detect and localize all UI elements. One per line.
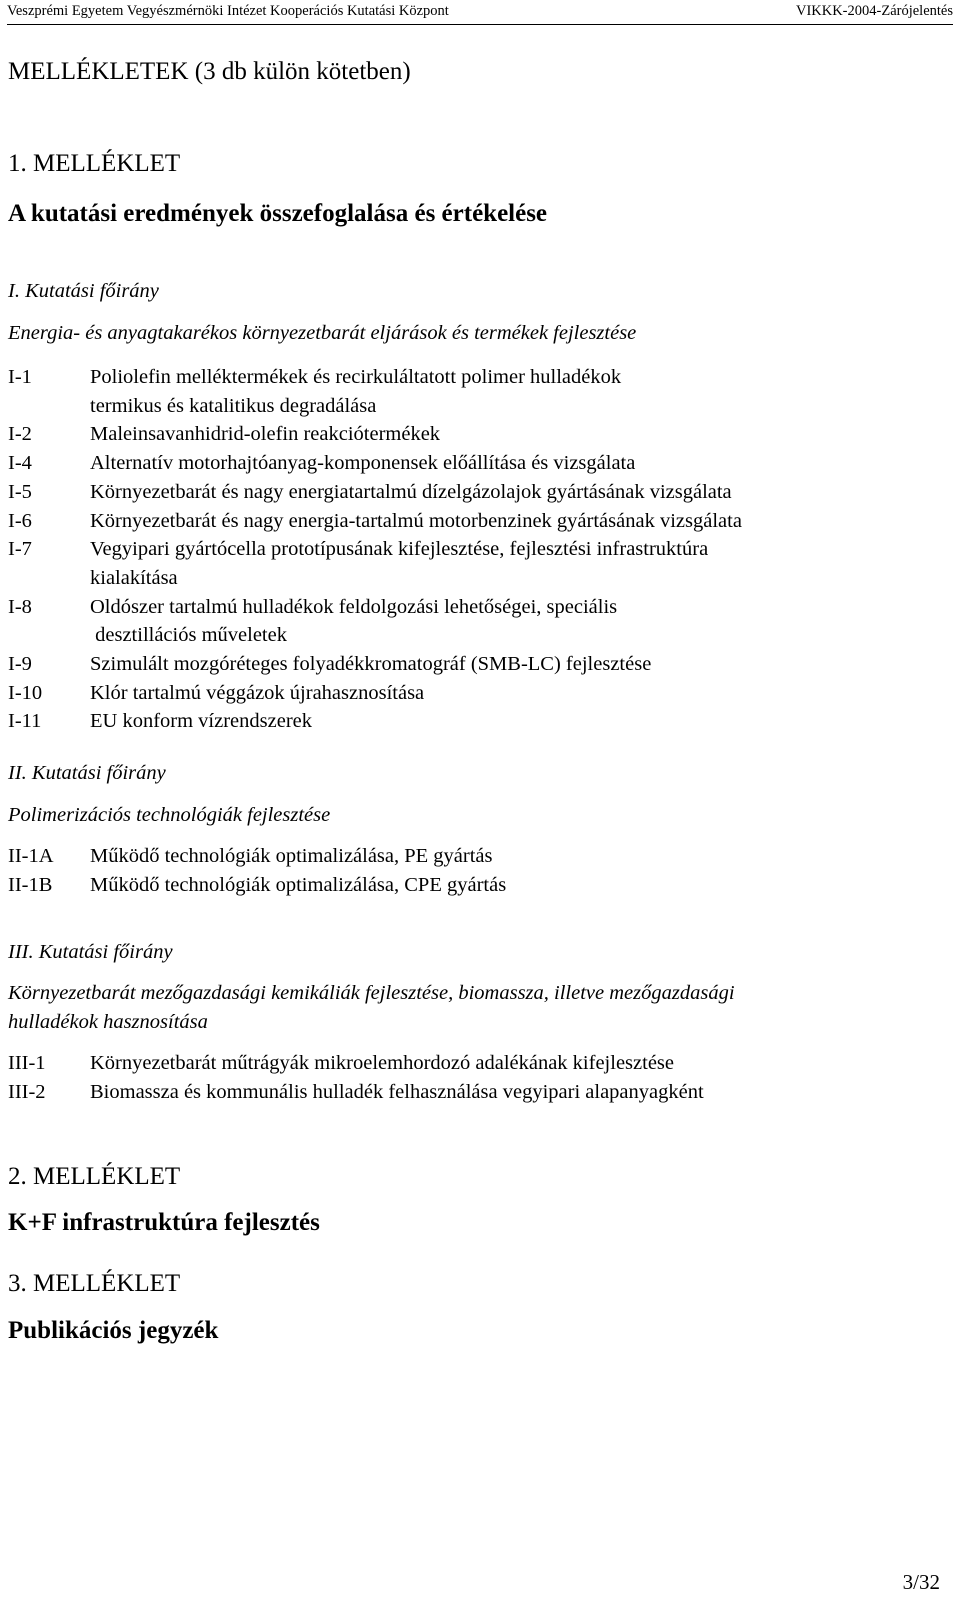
list-item [8, 449, 948, 478]
annex1-number: 1. MELLÉKLET [8, 150, 181, 177]
item-description: Működő technológiák optimalizálása, CPE gyártás [90, 873, 507, 896]
list-item [8, 420, 948, 449]
item-code: III-2 [8, 1080, 46, 1103]
annex3-number: 3. MELLÉKLET [8, 1270, 181, 1297]
annexes-title: MELLÉKLETEK (3 db külön kötetben) [8, 58, 411, 85]
list-item [8, 593, 948, 622]
item-code: I-5 [8, 480, 32, 503]
item-code: I-6 [8, 509, 32, 532]
list-item [8, 707, 948, 736]
item-code [8, 564, 90, 593]
item-description: Biomassza és kommunális hulladék felhasználása vegyipari alapanyagként [90, 1080, 704, 1103]
direction3-list [8, 1049, 948, 1106]
item-code [8, 621, 90, 650]
direction2-list [8, 842, 948, 899]
item-description: Oldószer tartalmú hulladékok feldolgozási lehetőségei, speciális [90, 595, 618, 618]
item-description: Vegyipari gyártócella prototípusának kifejlesztése, fejlesztési infrastruktúra [90, 538, 709, 561]
annex2-number: 2. MELLÉKLET [8, 1163, 181, 1190]
direction1-label: I. Kutatási főirány [8, 280, 159, 302]
list-item [8, 621, 948, 650]
item-code: II-1B [8, 873, 53, 896]
item-description: Környezetbarát és nagy energiatartalmú dízelgázolajok gyártásának vizsgálata [90, 480, 732, 503]
item-description: desztillációs műveletek [90, 624, 287, 647]
item-description: kialakítása [90, 566, 178, 589]
item-description: Működő technológiák optimalizálása, PE gyártás [90, 845, 493, 867]
direction1-list [8, 363, 948, 736]
item-description: termikus és katalitikus degradálása [90, 394, 377, 417]
annex2-title: K+F infrastruktúra fejlesztés [8, 1209, 320, 1236]
item-code: I-9 [8, 653, 32, 676]
item-description: Környezetbarát műtrágyák mikroelemhordozó adalékának kifejlesztése [90, 1052, 674, 1074]
item-description: Klór tartalmú véggázok újrahasznosítása [90, 681, 425, 704]
item-code: III-1 [8, 1052, 46, 1074]
item-code: I-4 [8, 452, 32, 475]
list-item [8, 871, 948, 900]
list-item [8, 842, 948, 871]
item-description: Maleinsavanhidrid-olefin reakciótermékek [90, 423, 441, 446]
page-number: 3/32 [902, 1570, 940, 1594]
list-item [8, 507, 948, 536]
direction3-subtitle-line2: hulladékok hasznosítása [8, 1011, 208, 1033]
item-code: I-8 [8, 595, 32, 618]
item-description: Szimulált mozgóréteges folyadékkromatográf (SMB-LC) fejlesztése [90, 653, 652, 676]
direction2-subtitle: Polimerizációs technológiák fejlesztése [8, 804, 331, 826]
item-description: Környezetbarát és nagy energia-tartalmú motorbenzinek gyártásának vizsgálata [90, 509, 742, 532]
item-code: I-7 [8, 538, 32, 561]
list-item [8, 363, 948, 392]
direction2-label: II. Kutatási főirány [8, 762, 166, 784]
item-code: I-11 [8, 710, 42, 733]
annex3-title: Publikációs jegyzék [8, 1317, 219, 1344]
list-item [8, 650, 948, 679]
item-code: II-1A [8, 845, 54, 867]
item-code: I-10 [8, 681, 43, 704]
list-item [8, 478, 948, 507]
direction1-subtitle: Energia- és anyagtakarékos környezetbarát eljárások és termékek fejlesztése [8, 322, 637, 344]
item-description: EU konform vízrendszerek [90, 710, 312, 733]
list-item [8, 1078, 948, 1107]
item-code: I-1 [8, 366, 32, 388]
page-header [7, 0, 953, 25]
header-institution: Veszprémi Egyetem Vegyészmérnöki Intézet Kooperációs Kutatási Központ [7, 3, 449, 19]
direction3-subtitle-line1: Környezetbarát mezőgazdasági kemikáliák fejlesztése, biomassza, illetve mezőgazdasági [8, 982, 735, 1004]
item-code [8, 392, 90, 421]
direction3-label: III. Kutatási főirány [8, 941, 173, 963]
list-item [8, 564, 948, 593]
header-report-id: VIKKK-2004-Zárójelentés [795, 3, 953, 19]
list-item [8, 535, 948, 564]
item-code: I-2 [8, 423, 32, 446]
list-item [8, 679, 948, 708]
list-item [8, 1049, 948, 1078]
annex1-title: A kutatási eredmények összefoglalása és értékelése [8, 200, 548, 227]
list-item [8, 392, 948, 421]
item-description: Poliolefin melléktermékek és recirkuláltatott polimer hulladékok [90, 366, 622, 388]
item-description: Alternatív motorhajtóanyag-komponensek előállítása és vizsgálata [90, 452, 636, 475]
